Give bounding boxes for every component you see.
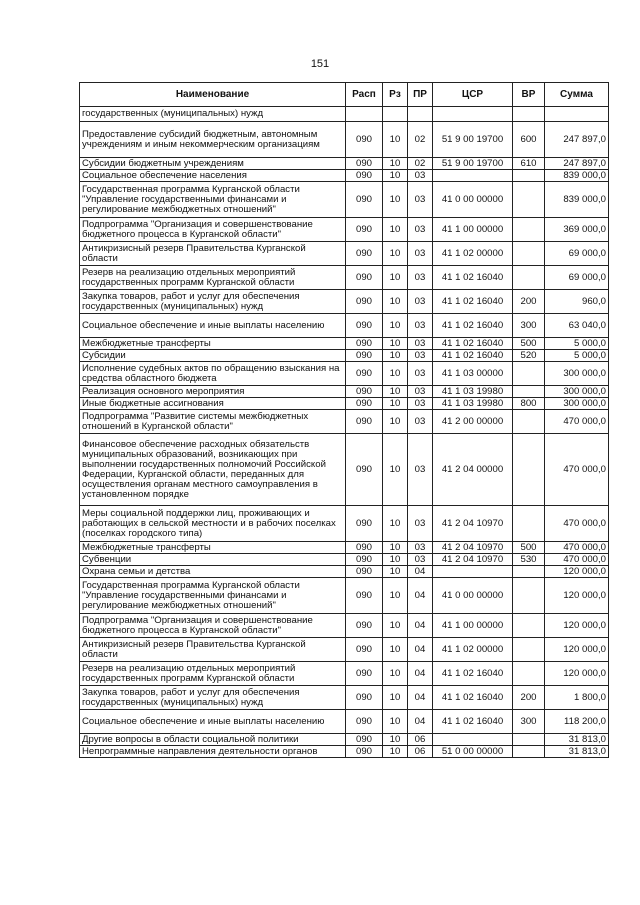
- cell-csr: 41 1 02 00000: [433, 242, 513, 266]
- cell-name: Предоставление субсидий бюджетным, автономным учреждениям и иным некоммерческим организациям: [80, 122, 346, 158]
- table-row: [80, 218, 609, 242]
- cell-vr: [513, 362, 545, 386]
- cell-rz: 10: [383, 122, 408, 158]
- cell-pr: 03: [408, 338, 433, 350]
- cell-name: Финансовое обеспечение расходных обязательств муниципальных образований, возникающих при выполнении государственных полномочий Российской Федерации, Курганской области, переданных для осуществления органам местного самоуправления в установленном порядке: [80, 434, 346, 506]
- cell-pr: 03: [408, 350, 433, 362]
- cell-rasp: 090: [346, 242, 383, 266]
- cell-rasp: 090: [346, 746, 383, 758]
- cell-sum: 69 000,0: [545, 242, 609, 266]
- cell-csr: 41 2 00 00000: [433, 410, 513, 434]
- table-row: [80, 662, 609, 686]
- cell-pr: 03: [408, 434, 433, 506]
- table-row: [80, 578, 609, 614]
- cell-rasp: 090: [346, 734, 383, 746]
- cell-name: Социальное обеспечение и иные выплаты населению: [80, 710, 346, 734]
- cell-sum: 31 813,0: [545, 734, 609, 746]
- cell-name: Охрана семьи и детства: [80, 566, 346, 578]
- cell-name: Резерв на реализацию отдельных мероприятий государственных программ Курганской области: [80, 662, 346, 686]
- cell-pr: 03: [408, 266, 433, 290]
- cell-rz: 10: [383, 350, 408, 362]
- table-row: [80, 242, 609, 266]
- cell-rasp: 090: [346, 122, 383, 158]
- cell-sum: 300 000,0: [545, 386, 609, 398]
- cell-rz: 10: [383, 386, 408, 398]
- cell-rz: 10: [383, 338, 408, 350]
- cell-sum: 960,0: [545, 290, 609, 314]
- cell-sum: 1 800,0: [545, 686, 609, 710]
- cell-rz: 10: [383, 554, 408, 566]
- cell-sum: 120 000,0: [545, 662, 609, 686]
- cell-rz: 10: [383, 266, 408, 290]
- cell-pr: 02: [408, 122, 433, 158]
- cell-csr: 41 2 04 10970: [433, 506, 513, 542]
- cell-sum: 31 813,0: [545, 746, 609, 758]
- cell-name: Другие вопросы в области социальной политики: [80, 734, 346, 746]
- cell-name: государственных (муниципальных) нужд: [80, 107, 346, 122]
- cell-sum: 300 000,0: [545, 362, 609, 386]
- page-number: 151: [310, 58, 330, 70]
- cell-sum: 470 000,0: [545, 542, 609, 554]
- cell-rz: 10: [383, 242, 408, 266]
- cell-vr: [513, 746, 545, 758]
- cell-pr: 04: [408, 710, 433, 734]
- cell-pr: 03: [408, 314, 433, 338]
- cell-rz: 10: [383, 158, 408, 170]
- cell-rz: 10: [383, 410, 408, 434]
- cell-sum: 470 000,0: [545, 434, 609, 506]
- cell-rasp: 090: [346, 314, 383, 338]
- cell-rasp: [346, 107, 383, 122]
- cell-rz: 10: [383, 566, 408, 578]
- cell-name: Межбюджетные трансферты: [80, 338, 346, 350]
- cell-vr: 520: [513, 350, 545, 362]
- cell-vr: [513, 434, 545, 506]
- table-row: [80, 290, 609, 314]
- table-row: [80, 542, 609, 554]
- table-row: [80, 686, 609, 710]
- cell-vr: 200: [513, 290, 545, 314]
- cell-name: Социальное обеспечение и иные выплаты населению: [80, 314, 346, 338]
- cell-rasp: 090: [346, 506, 383, 542]
- cell-rasp: 090: [346, 710, 383, 734]
- table-header-row: [80, 83, 609, 107]
- header-rasp: Расп: [346, 83, 383, 107]
- table-row: [80, 746, 609, 758]
- cell-csr: [433, 566, 513, 578]
- cell-csr: 41 2 04 10970: [433, 554, 513, 566]
- cell-pr: 03: [408, 182, 433, 218]
- cell-sum: 63 040,0: [545, 314, 609, 338]
- header-sum: Сумма: [545, 83, 609, 107]
- cell-pr: 03: [408, 170, 433, 182]
- cell-vr: [513, 638, 545, 662]
- header-name: Наименование: [80, 83, 346, 107]
- table-row: [80, 734, 609, 746]
- cell-sum: 5 000,0: [545, 338, 609, 350]
- cell-name: Государственная программа Курганской области "Управление государственными финансами и регулирование межбюджетных отношений": [80, 578, 346, 614]
- cell-csr: 41 0 00 00000: [433, 578, 513, 614]
- cell-rz: 10: [383, 734, 408, 746]
- cell-name: Межбюджетные трансферты: [80, 542, 346, 554]
- cell-vr: [513, 578, 545, 614]
- cell-rz: [383, 107, 408, 122]
- header-vr: ВР: [513, 83, 545, 107]
- cell-pr: 04: [408, 638, 433, 662]
- cell-rz: 10: [383, 398, 408, 410]
- cell-vr: [513, 182, 545, 218]
- cell-csr: [433, 107, 513, 122]
- table-row: [80, 266, 609, 290]
- cell-sum: 369 000,0: [545, 218, 609, 242]
- table-row: [80, 434, 609, 506]
- table-row: [80, 314, 609, 338]
- cell-csr: 51 9 00 19700: [433, 158, 513, 170]
- cell-rasp: 090: [346, 434, 383, 506]
- cell-rz: 10: [383, 686, 408, 710]
- cell-name: Исполнение судебных актов по обращению взыскания на средства областного бюджета: [80, 362, 346, 386]
- cell-pr: 04: [408, 578, 433, 614]
- cell-pr: 06: [408, 746, 433, 758]
- table-row: [80, 554, 609, 566]
- cell-csr: 41 1 02 16040: [433, 710, 513, 734]
- cell-rasp: 090: [346, 386, 383, 398]
- cell-rz: 10: [383, 434, 408, 506]
- header-rz: Рз: [383, 83, 408, 107]
- cell-sum: 118 200,0: [545, 710, 609, 734]
- cell-vr: [513, 614, 545, 638]
- budget-table: [79, 82, 609, 758]
- cell-vr: [513, 662, 545, 686]
- table-row: [80, 566, 609, 578]
- cell-vr: [513, 266, 545, 290]
- cell-csr: 41 1 03 00000: [433, 362, 513, 386]
- cell-pr: 06: [408, 734, 433, 746]
- table-row: [80, 338, 609, 350]
- cell-vr: [513, 242, 545, 266]
- cell-vr: [513, 107, 545, 122]
- cell-vr: [513, 386, 545, 398]
- cell-vr: 300: [513, 710, 545, 734]
- cell-rasp: 090: [346, 554, 383, 566]
- cell-pr: 03: [408, 362, 433, 386]
- cell-sum: 470 000,0: [545, 506, 609, 542]
- cell-rz: 10: [383, 614, 408, 638]
- cell-sum: 120 000,0: [545, 638, 609, 662]
- cell-name: Субсидии бюджетным учреждениям: [80, 158, 346, 170]
- table-row: [80, 362, 609, 386]
- cell-pr: 03: [408, 506, 433, 542]
- table-row: [80, 398, 609, 410]
- cell-vr: [513, 506, 545, 542]
- cell-sum: 247 897,0: [545, 122, 609, 158]
- cell-csr: 41 2 04 00000: [433, 434, 513, 506]
- cell-rz: 10: [383, 638, 408, 662]
- cell-name: Субсидии: [80, 350, 346, 362]
- header-pr: ПР: [408, 83, 433, 107]
- cell-csr: 41 0 00 00000: [433, 182, 513, 218]
- cell-pr: 04: [408, 566, 433, 578]
- cell-sum: 839 000,0: [545, 170, 609, 182]
- cell-csr: 41 1 03 19980: [433, 398, 513, 410]
- cell-name: Антикризисный резерв Правительства Курганской области: [80, 638, 346, 662]
- cell-rasp: 090: [346, 662, 383, 686]
- cell-csr: 41 1 02 00000: [433, 638, 513, 662]
- cell-rz: 10: [383, 362, 408, 386]
- cell-sum: 470 000,0: [545, 410, 609, 434]
- cell-pr: 04: [408, 686, 433, 710]
- cell-pr: 03: [408, 290, 433, 314]
- cell-rz: 10: [383, 542, 408, 554]
- cell-rasp: 090: [346, 290, 383, 314]
- cell-rasp: 090: [346, 182, 383, 218]
- cell-pr: 03: [408, 542, 433, 554]
- cell-name: Субвенции: [80, 554, 346, 566]
- cell-rasp: 090: [346, 362, 383, 386]
- cell-pr: 03: [408, 410, 433, 434]
- cell-csr: 41 2 04 10970: [433, 542, 513, 554]
- cell-vr: 200: [513, 686, 545, 710]
- cell-rasp: 090: [346, 614, 383, 638]
- cell-csr: 41 1 00 00000: [433, 218, 513, 242]
- cell-csr: 41 1 03 19980: [433, 386, 513, 398]
- table-row: [80, 122, 609, 158]
- cell-sum: 69 000,0: [545, 266, 609, 290]
- cell-vr: 500: [513, 338, 545, 350]
- cell-rasp: 090: [346, 170, 383, 182]
- cell-sum: 120 000,0: [545, 614, 609, 638]
- cell-csr: 41 1 02 16040: [433, 662, 513, 686]
- cell-csr: 41 1 00 00000: [433, 614, 513, 638]
- table-row: [80, 710, 609, 734]
- cell-csr: 51 0 00 00000: [433, 746, 513, 758]
- cell-rz: 10: [383, 290, 408, 314]
- cell-rz: 10: [383, 578, 408, 614]
- cell-name: Антикризисный резерв Правительства Курганской области: [80, 242, 346, 266]
- table-row: [80, 614, 609, 638]
- cell-csr: 41 1 02 16040: [433, 686, 513, 710]
- cell-sum: 5 000,0: [545, 350, 609, 362]
- cell-vr: [513, 410, 545, 434]
- cell-rz: 10: [383, 218, 408, 242]
- cell-vr: 530: [513, 554, 545, 566]
- cell-vr: 300: [513, 314, 545, 338]
- cell-vr: [513, 170, 545, 182]
- cell-csr: [433, 170, 513, 182]
- cell-sum: 300 000,0: [545, 398, 609, 410]
- cell-vr: 610: [513, 158, 545, 170]
- cell-pr: 03: [408, 242, 433, 266]
- cell-csr: 51 9 00 19700: [433, 122, 513, 158]
- cell-rasp: 090: [346, 578, 383, 614]
- cell-rasp: 090: [346, 338, 383, 350]
- table-row: [80, 350, 609, 362]
- cell-sum: 247 897,0: [545, 158, 609, 170]
- cell-pr: 03: [408, 386, 433, 398]
- header-csr: ЦСР: [433, 83, 513, 107]
- cell-vr: 600: [513, 122, 545, 158]
- cell-sum: 120 000,0: [545, 566, 609, 578]
- cell-rz: 10: [383, 710, 408, 734]
- cell-rasp: 090: [346, 686, 383, 710]
- cell-rz: 10: [383, 314, 408, 338]
- cell-vr: [513, 566, 545, 578]
- table-row: [80, 410, 609, 434]
- table-row: [80, 182, 609, 218]
- cell-pr: 03: [408, 218, 433, 242]
- cell-pr: 03: [408, 398, 433, 410]
- cell-rz: 10: [383, 182, 408, 218]
- cell-name: Закупка товаров, работ и услуг для обеспечения государственных (муниципальных) нужд: [80, 290, 346, 314]
- cell-name: Социальное обеспечение населения: [80, 170, 346, 182]
- cell-pr: [408, 107, 433, 122]
- cell-vr: [513, 218, 545, 242]
- cell-vr: 500: [513, 542, 545, 554]
- cell-name: Государственная программа Курганской области "Управление государственными финансами и регулирование межбюджетных отношений": [80, 182, 346, 218]
- cell-name: Резерв на реализацию отдельных мероприятий государственных программ Курганской области: [80, 266, 346, 290]
- cell-pr: 03: [408, 554, 433, 566]
- cell-name: Подпрограмма "Организация и совершенствование бюджетного процесса в Курганской области": [80, 218, 346, 242]
- cell-rasp: 090: [346, 566, 383, 578]
- table-row: [80, 107, 609, 122]
- cell-rasp: 090: [346, 398, 383, 410]
- cell-vr: 800: [513, 398, 545, 410]
- cell-name: Непрограммные направления деятельности органов: [80, 746, 346, 758]
- cell-rasp: 090: [346, 158, 383, 170]
- table-row: [80, 386, 609, 398]
- cell-rz: 10: [383, 170, 408, 182]
- cell-rasp: 090: [346, 266, 383, 290]
- cell-name: Подпрограмма "Организация и совершенствование бюджетного процесса в Курганской области": [80, 614, 346, 638]
- cell-name: Подпрограмма "Развитие системы межбюджетных отношений в Курганской области": [80, 410, 346, 434]
- cell-rz: 10: [383, 662, 408, 686]
- cell-sum: 839 000,0: [545, 182, 609, 218]
- cell-rasp: 090: [346, 542, 383, 554]
- cell-rasp: 090: [346, 638, 383, 662]
- cell-pr: 04: [408, 614, 433, 638]
- cell-sum: 120 000,0: [545, 578, 609, 614]
- cell-pr: 02: [408, 158, 433, 170]
- cell-name: Иные бюджетные ассигнования: [80, 398, 346, 410]
- table-row: [80, 638, 609, 662]
- cell-csr: 41 1 02 16040: [433, 314, 513, 338]
- cell-rz: 10: [383, 746, 408, 758]
- cell-csr: 41 1 02 16040: [433, 290, 513, 314]
- cell-name: Реализация основного мероприятия: [80, 386, 346, 398]
- table-row: [80, 506, 609, 542]
- cell-sum: [545, 107, 609, 122]
- cell-rasp: 090: [346, 218, 383, 242]
- table-row: [80, 170, 609, 182]
- cell-name: Меры социальной поддержки лиц, проживающих и работающих в сельской местности и в рабочих поселках (поселках городского типа): [80, 506, 346, 542]
- cell-rasp: 090: [346, 350, 383, 362]
- cell-rz: 10: [383, 506, 408, 542]
- cell-vr: [513, 734, 545, 746]
- cell-pr: 04: [408, 662, 433, 686]
- cell-sum: 470 000,0: [545, 554, 609, 566]
- table-row: [80, 158, 609, 170]
- cell-rasp: 090: [346, 410, 383, 434]
- cell-csr: [433, 734, 513, 746]
- cell-csr: 41 1 02 16040: [433, 350, 513, 362]
- cell-csr: 41 1 02 16040: [433, 338, 513, 350]
- cell-csr: 41 1 02 16040: [433, 266, 513, 290]
- cell-name: Закупка товаров, работ и услуг для обеспечения государственных (муниципальных) нужд: [80, 686, 346, 710]
